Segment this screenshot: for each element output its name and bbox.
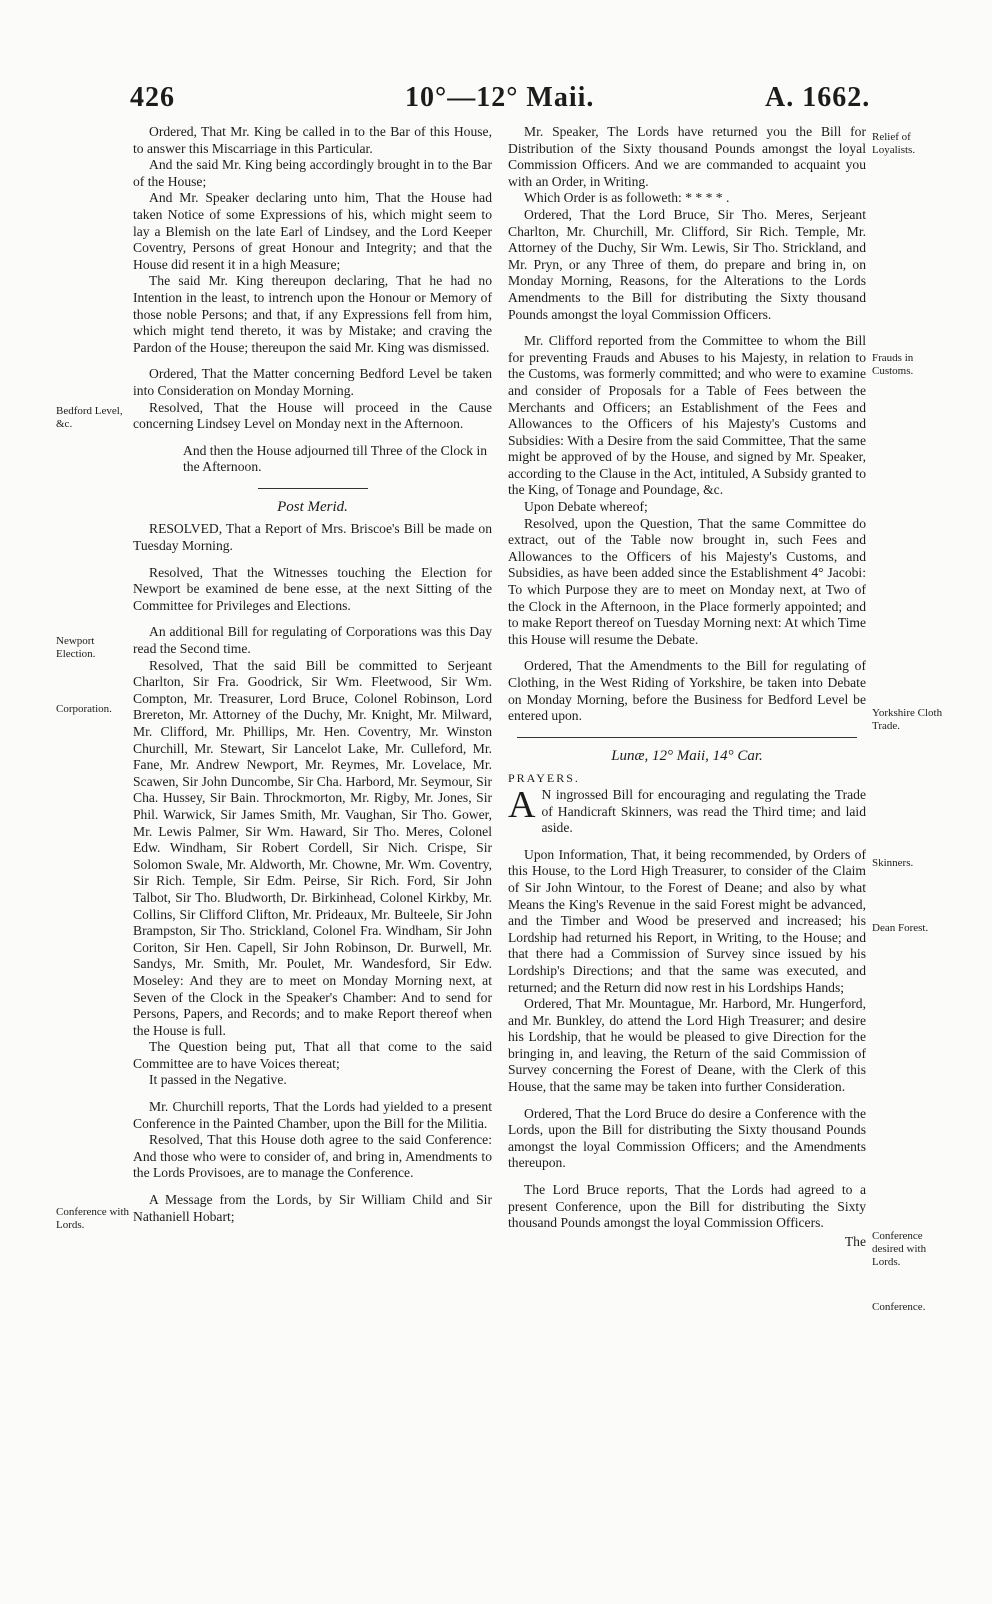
paragraph: An additional Bill for regulating of Corporations was this Day read the Second time. (133, 624, 492, 657)
paragraph: The said Mr. King thereupon declaring, That he had no Intention in the least, to intrench upon the Honour or Memory of those noble Persons; and that, if any Expressions fell from him, which might tend thereto, it was by Mistake; and craving the Pardon of the House; thereupon the said Mr. King was dismissed. (133, 273, 492, 355)
section-heading-post-merid: Post Merid. (277, 498, 348, 515)
margin-note-corporation: Corporation. (56, 703, 112, 715)
section-divider (517, 737, 857, 738)
page-header (0, 82, 992, 122)
paragraph: And Mr. Speaker declaring unto him, That the House had taken Notice of some Expressions of his, which might seem to lay a Blemish on the late Earl of Lindsey, and the Lord Keeper Coventry, Persons of great Honour and Integrity; and that the House did resent it in a high Measure; (133, 190, 492, 272)
paragraph: RESOLVED, That a Report of Mrs. Briscoe's Bill be made on Tuesday Morning. (133, 521, 492, 554)
adjournment-note: And then the House adjourned till Three of the Clock in the Afternoon. (183, 442, 488, 475)
margin-note-relief: Relief of Loyalists. (872, 131, 916, 156)
paragraph: Resolved, upon the Question, That the same Committee do extract, out of the Table now brought in, such Fees and Allowances to the Officers of his Majesty's Customs, and Subsidies, as have been added since the Establishment 4° Jacobi: To which Purpose they are to meet on Monday next, at Two of the Clock in the Afternoon, in the Place formerly appointed; and to make Report thereof on Tuesday Morning next: At which Time this House will resume the Debate. (508, 515, 866, 647)
paragraph: Resolved, That the said Bill be committed to Serjeant Charlton, Sir Fra. Goodrick, Sir Wm. Fleetwood, Sir Wm. Compton, Mr. Treasurer, Lord Bruce, Colonel Robinson, Lord Brereton, Mr. Attorney of the Duchy, Mr. Knight, Mr. Milward, Mr. Clifford, Mr. Phillips, Mr. Hen. Coventry, Mr. Winston Churchill, Mr. Stewart, Sir Lancelot Lake, Mr. Culleford, Mr. Fane, Mr. Andrew Newport, Mr. Reymes, Mr. Lovelace, Mr. Scawen, Sir John Duncombe, Sir Cha. Harbord, Mr. Seymour, Sir Cha. Hussey, Sir Bain. Throckmorton, Mr. Rigby, Mr. Jones, Sir Phil. Warwick, Sir James Smith, Mr. Vaughan, Sir Tho. Gower, Mr. Lewis Palmer, Sir Wm. Haward, Sir Tho. Meres, Colonel Edw. Windham, Sir Robert Cordell, Sir Nich. Crispe, Sir Solomon Swale, Mr. Aldworth, Mr. Chowne, Mr. Wm. Coventry, Sir Rich. Temple, Sir Edm. Peirse, Sir Rich. Ford, Sir John Talbot, Sir Tho. Bludworth, Dr. Birkinhead, Colonel Kirkby, Mr. Collins, Sir Clifford Clifton, Mr. Prideaux, Mr. Bulteele, Sir John Brampston, Sir Tho. Strickland, Colonel Fra. Windham, Sir John Coriton, Sir Hen. Capell, Sir John Robinson, Dr. Burwell, Mr. Sandys, Mr. Smith, Mr. Poulet, Mr. Wandesford, Sir Edw. Moseley: And they are to meet on Monday Morning next, at Seven of the Clock in the Speaker's Chamber: And to send for Persons, Papers, and Records; and to make Report thereof when the House is full. (133, 657, 492, 1038)
margin-note-conference-desired: Conference desired with Lords. (872, 1230, 927, 1268)
margin-note-newport: Newport Election. (56, 635, 96, 660)
paragraph-text: N ingrossed Bill for encouraging and regulating the Trade of Handicraft Skinners, was read the Third time; and laid aside. (541, 786, 866, 836)
paragraph: Ordered, That the Lord Bruce do desire a Conference with the Lords, upon the Bill for distributing the Sixty thousand Pounds amongst the loyal Commission Officers; and the Amendments thereupon. (508, 1105, 866, 1171)
paragraph: Upon Information, That, it being recommended, by Orders of this House, to the Lord High Treasurer, to consider of the Claim of Sir John Wintour, to the Forest of Deane; and also by what Means the King's Revenue in the said Forest might be advanced, and the Timber and Wood be preserved and increased; his Lordship had returned his Report, in Writing, to the House; and that there had a Commission of Survey since issued by his Lordship's Directions; and that the same was executed, and returned; and the Return did now rest in his Lordships Hands; (508, 846, 866, 995)
page-date: 10°—12° Maii. (405, 82, 595, 113)
paragraph: It passed in the Negative. (149, 1072, 287, 1088)
catchword: The (844, 1233, 866, 1249)
paragraph: Ordered, That the Matter concerning Bedford Level be taken into Consideration on Monday Morning. (133, 366, 492, 398)
paragraph: Upon Debate whereof; (524, 499, 648, 515)
paragraph: Resolved, That the Witnesses touching the Election for Newport be examined de bene esse, at the next Sitting of the Committee for Privileges and Elections. (133, 564, 492, 613)
paragraph: Resolved, That the House will proceed in the Cause concerning Lindsey Level on Monday next in the Afternoon. (133, 399, 492, 432)
paragraph: And the said Mr. King being accordingly brought in to the Bar of the House; (133, 157, 492, 189)
paragraph-skinners (508, 783, 866, 837)
paragraph: Ordered, That Mr. Mountague, Mr. Harbord, Mr. Hungerford, and Mr. Bunkley, do attend the Lord High Treasurer; and desire his Lordship, that he would be pleased to give Direction for the bringing in, and leaving, the Return of the said Commission of Survey concerning the Forest of Deane, with the Clerk of this House, that the same may be taken into further Consideration. (508, 996, 866, 1095)
page-year: A. 1662. (765, 82, 871, 113)
section-divider (258, 488, 368, 489)
drop-cap: A (508, 783, 536, 826)
margin-note-bedford: Bedford Level, &c. (56, 405, 123, 430)
paragraph: A Message from the Lords, by Sir William Child and Sir Nathaniell Hobart; (133, 1192, 492, 1224)
paragraph: The Question being put, That all that come to the said Committee are to have Voices thereat; (133, 1039, 492, 1071)
margin-note-skinners: Skinners. (872, 857, 914, 869)
paragraph: Ordered, That the Amendments to the Bill for regulating of Clothing, in the West Riding of Yorkshire, be taken into Debate on Monday Morning, before the Business for Bedford Level be entered upon. (508, 658, 866, 724)
paragraph: Resolved, That this House doth agree to the said Conference: And those who were to consider of, and bring in, Amendments to the Lords Provisoes, are to manage the Conference. (133, 1132, 492, 1181)
margin-note-dean-forest: Dean Forest. (872, 922, 929, 934)
margin-note-conference-lords: Conference with Lords. (56, 1206, 129, 1231)
paragraph: Ordered, That the Lord Bruce, Sir Tho. Meres, Serjeant Charlton, Mr. Churchill, Mr. Clifford, Sir Rich. Temple, Mr. Attorney of the Duchy, Sir Wm. Lewis, Sir Tho. Strickland, and Mr. Pryn, or any Three of them, do prepare and bring in, on Monday Morning, Reasons, for the Alterations to the Lords Amendments to the Bill for distributing the Sixty thousand Pounds amongst the loyal Commission Officers. (508, 206, 866, 322)
paragraph: The Lord Bruce reports, That the Lords had agreed to a present Conference, upon the Bill for distributing the Sixty thousand Pounds amongst the loyal Commission Officers. (508, 1182, 866, 1231)
margin-note-conference: Conference. (872, 1301, 926, 1313)
paragraph: Mr. Clifford reported from the Committee to whom the Bill for preventing Frauds and Abuses to his Majesty, in relation to the Customs, was formerly committed; and who were to examine and consider of Proposals for a Table of Fees between the Merchants and Officers; an Establishment of the Fees and Allowances to the Officers of his Majesty's Customs and Subsidies: With a Desire from the said Committee, That the same might be approved of by the House, and signed by Mr. Speaker, according to the Clause in the Act, intituled, A Subsidy granted to the King, of Tonage and Poundage, &c. (508, 333, 866, 498)
margin-note-yorkshire: Yorkshire Cloth Trade. (872, 707, 943, 732)
right-column (508, 124, 866, 1250)
paragraph: Which Order is as followeth: * * * * . (524, 190, 730, 206)
margin-note-frauds: Frauds in Customs. (872, 352, 914, 377)
paragraph: Ordered, That Mr. King be called in to the Bar of this House, to answer this Miscarriage in this Particular. (133, 124, 492, 156)
prayers-label: PRAYERS. (508, 771, 580, 786)
paragraph: Mr. Churchill reports, That the Lords had yielded to a present Conference in the Painted Chamber, upon the Bill for the Militia. (133, 1099, 492, 1131)
section-heading-lunae: Lunæ, 12° Maii, 14° Car. (611, 747, 763, 764)
page-number: 426 (130, 82, 175, 113)
paragraph: Mr. Speaker, The Lords have returned you the Bill for Distribution of the Sixty thousand Pounds amongst the loyal Commission Officers. And we are commanded to acquaint you with an Order, in Writing. (508, 124, 866, 189)
left-column (133, 124, 492, 1225)
